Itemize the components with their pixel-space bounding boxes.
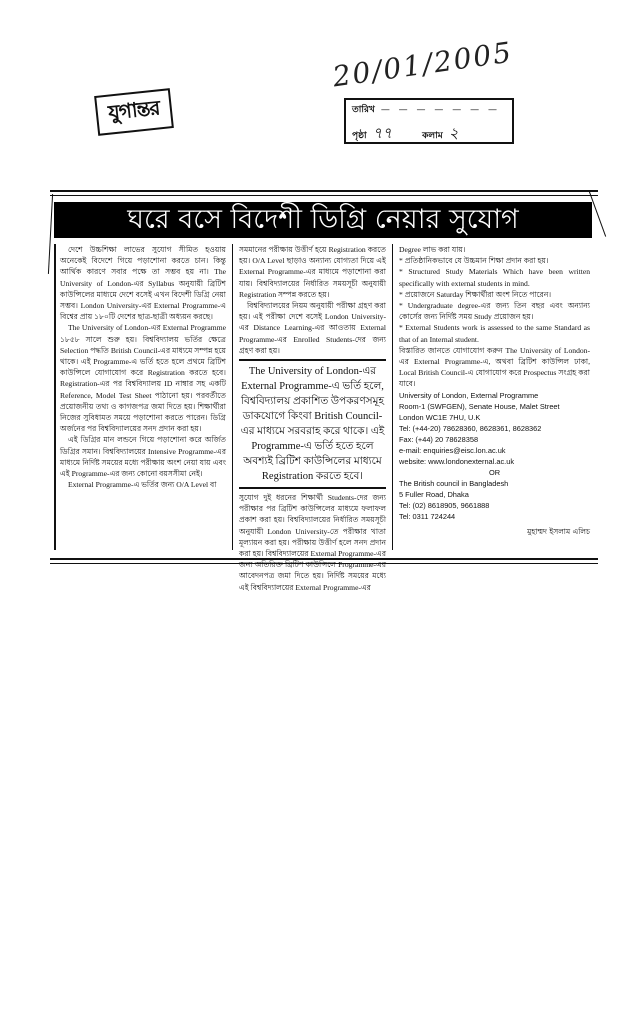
paragraph: External Programme-এ ভর্তির জন্য O/A Level বা [68, 480, 217, 490]
paragraph: এই ডিগ্রির মান লন্ডনে গিয়ে পড়াশোনা করে অর্জিত ডিগ্রির সমান। বিশ্ববিদ্যালয়ের Intensive Programme-এর মাধ্যমে নির্দিষ্ট সময়ের মধ্যে পরীক্ষায় অংশ নেয়া যায় এবং এই Programme-এর জন্য কোনো বয়সসীমা নেই। [60, 435, 226, 479]
phone-line: Tel: (+44-20) 78628360, 8628361, 8628362 [399, 423, 542, 433]
record-column-value: ২ [448, 124, 459, 142]
phone-line: Tel: 0311 724244 [399, 511, 456, 521]
record-date-blank: — — — — — — — [380, 105, 500, 115]
bullet-item: * প্রয়োজনে Saturday শিক্ষার্থীরা অংশ নিতে পারেন। [399, 289, 552, 299]
record-date-label: তারিখ [352, 105, 375, 115]
address-line: Room-1 (SWFGEN), Senate House, Malet Street [399, 401, 560, 411]
bottom-rule [50, 558, 598, 560]
phone-line: Tel: (02) 8618905, 9661888 [399, 500, 490, 510]
record-column-label: কলাম [422, 131, 443, 141]
paragraph: সুযোগ দুই ধরনের শিক্ষার্থী Students-দের জন্য পরীক্ষার পর ব্রিটিশ কাউন্সিলের মাধ্যমে ফলাফল প্রকাশ করা হয়। বিশ্ববিদ্যালয়ের নির্ধারিত সময়সূচী অনুযায়ী London University-তে পরীক্ষার খাতা মূল্যায়ন করা হয়। পরীক্ষায় উত্তীর্ণ হলে সনদ প্রদান করা হয়। বিশ্ববিদ্যালয়ের External Programme-এর জন্য অতিরিক্ত ব্রিটিশ কাউন্সিলে Programme-এর আবেদনপত্র জমা দিতে হয়। নির্দিষ্ট সময়ের মধ্যে এই বিশ্ববিদ্যালয়ের External Programme-এর [239, 493, 386, 592]
handwritten-date: 20/01/2005 [330, 35, 515, 94]
highlight-box: The University of London-এর External Programme-এ ভর্তি হলে, বিশ্ববিদ্যালয় প্রকাশিত উপকরণসমূহ ডাকযোগে কিংবা British Council-এর মাধ্যমে সরবরাহ করে থাকে। এই Programme-এ ভর্তি হতে হলে অবশ্যই ব্রিটিশ কাউন্সিলের মাধ্যমে Registration করতে হবে। [239, 359, 386, 489]
website-line: website: www.londonexternal.ac.uk [399, 456, 515, 466]
top-rule-thin [50, 195, 598, 196]
bullet-item: * প্রতিষ্ঠানিকভাবে যে উচ্চমান শিক্ষা প্রদান করা হয়। [399, 256, 549, 266]
email-line: e-mail: enquiries@eisc.lon.ac.uk [399, 445, 506, 455]
contact-address [399, 390, 590, 522]
paragraph: বিশ্ববিদ্যালয়ের নিয়ম অনুযায়ী পরীক্ষা গ্রহণ করা হয়। এই পরীক্ষা দেশে বসেই London University-এর Distance Learning-এর আওতায় External Programme-এর Enrolled Students-দের জন্য গ্রহণ করা হয়। [239, 301, 386, 355]
record-page-value: ৭৭ [372, 124, 393, 142]
paragraph: The University of London-এর External Programme ১৮৫৮ সালে শুরু হয়। বিশ্ববিদ্যালয় ভর্তির ক্ষেত্রে Selection পদ্ধতি British Council-এর মাধ্যমে সম্পন্ন হয়ে থাকে। এই Programme-এ ভর্তি হতে হলে প্রথমে ব্রিটিশ কাউন্সিলে যোগাযোগ করে Registration করতে হবে। Registration-এর পর বিশ্ববিদ্যালয় ID নাম্বার সহ একটি Reference, Model Test Sheet পাঠানো হয়। পরবর্তীতে প্রয়োজনীয় তথ্য ও কাগজপত্র জমা দিতে হয়। শিক্ষার্থীরা নিজের সুবিধামত সময়ে পড়াশোনা করতে পারেন। ডিগ্রি অর্জনের পর বিশ্ববিদ্যালয়ের সনদ প্রদান করা হয়। [60, 323, 226, 434]
address-line: The British council in Bangladesh [399, 478, 509, 488]
newspaper-clipping [50, 190, 598, 592]
address-line: University of London, External Programme [399, 390, 539, 400]
address-line: London WC1E 7HU, U.K [399, 412, 481, 422]
paragraph: বিস্তারিত জানতে যোগাযোগ করুন The University of London-এর External Programme-এ, অথবা ব্রিটিশ কাউন্সিল ঢাকা, Local British Council-এ যোগাযোগ করে Prospectus সংগ্রহ করা যাবে। [399, 345, 590, 389]
article-columns [54, 244, 594, 592]
record-page-row [352, 122, 506, 142]
article-column-3 [392, 244, 590, 550]
fax-line: Fax: (+44) 20 78628358 [399, 434, 479, 444]
clip-edge-left [48, 194, 53, 274]
or-separator: OR [488, 467, 501, 477]
paragraph: দেশে উচ্চশিক্ষা লাভের সুযোগ সীমিত হওয়ায় অনেকেই বিদেশে গিয়ে পড়াশোনা করতে চান। কিন্তু আর্থিক কারণে সবার পক্ষে তা সম্ভব হয় না। The University of London-এর Syllabus অনুযায়ী ব্রিটিশ কাউন্সিলের মাধ্যমে দেশে বসেই এখন বিদেশী ডিগ্রি নেয়া সম্ভব। London University-এর External Programme-এ বিশ্বের প্রায় ১৮০টি দেশের ছাত্র-ছাত্রী অধ্যয়ন করছে। [60, 245, 226, 322]
bullet-item: * External Students work is assessed to the same Standard as that of an Internal student. [399, 323, 590, 344]
paragraph: Degree লাভ করা যায়। [399, 245, 466, 254]
record-page-label: পৃষ্ঠা [352, 131, 367, 141]
bullet-item: * Structured Study Materials Which have been written specifically with external students in mind. [399, 267, 590, 288]
record-date-row [352, 102, 506, 122]
article-headline: ঘরে বসে বিদেশী ডিগ্রি নেয়ার সুযোগ [54, 202, 592, 238]
article-column-1 [54, 244, 232, 550]
bottom-rule-thin [50, 563, 598, 564]
bullet-item: * Undergraduate degree-এর জন্য তিন বছর এবং অন্যান্য কোর্সের জন্য নির্দিষ্ট সময় Study প্রয়োজন হয়। [399, 301, 590, 322]
article-byline: মুহাম্মদ ইসলাম এলিচ [527, 526, 590, 536]
address-line: 5 Fuller Road, Dhaka [399, 489, 469, 499]
newspaper-name: যুগান্তর [107, 94, 161, 125]
record-stamp-box [344, 98, 514, 144]
newspaper-name-stamp [94, 88, 174, 136]
top-rule [50, 190, 598, 192]
paragraph: সমমানের পরীক্ষায় উত্তীর্ণ হয়ে Registration করতে হয়। O/A Level ছাড়াও অন্যান্য যোগ্যতা দিয়ে এই External Programme-এর মাধ্যমে পড়াশোনা করা যায়। বিশ্ববিদ্যালয়ের নির্ধারিত সময়সূচী অনুযায়ী Registration সম্পন্ন করতে হয়। [239, 245, 386, 299]
article-column-2 [232, 244, 392, 592]
